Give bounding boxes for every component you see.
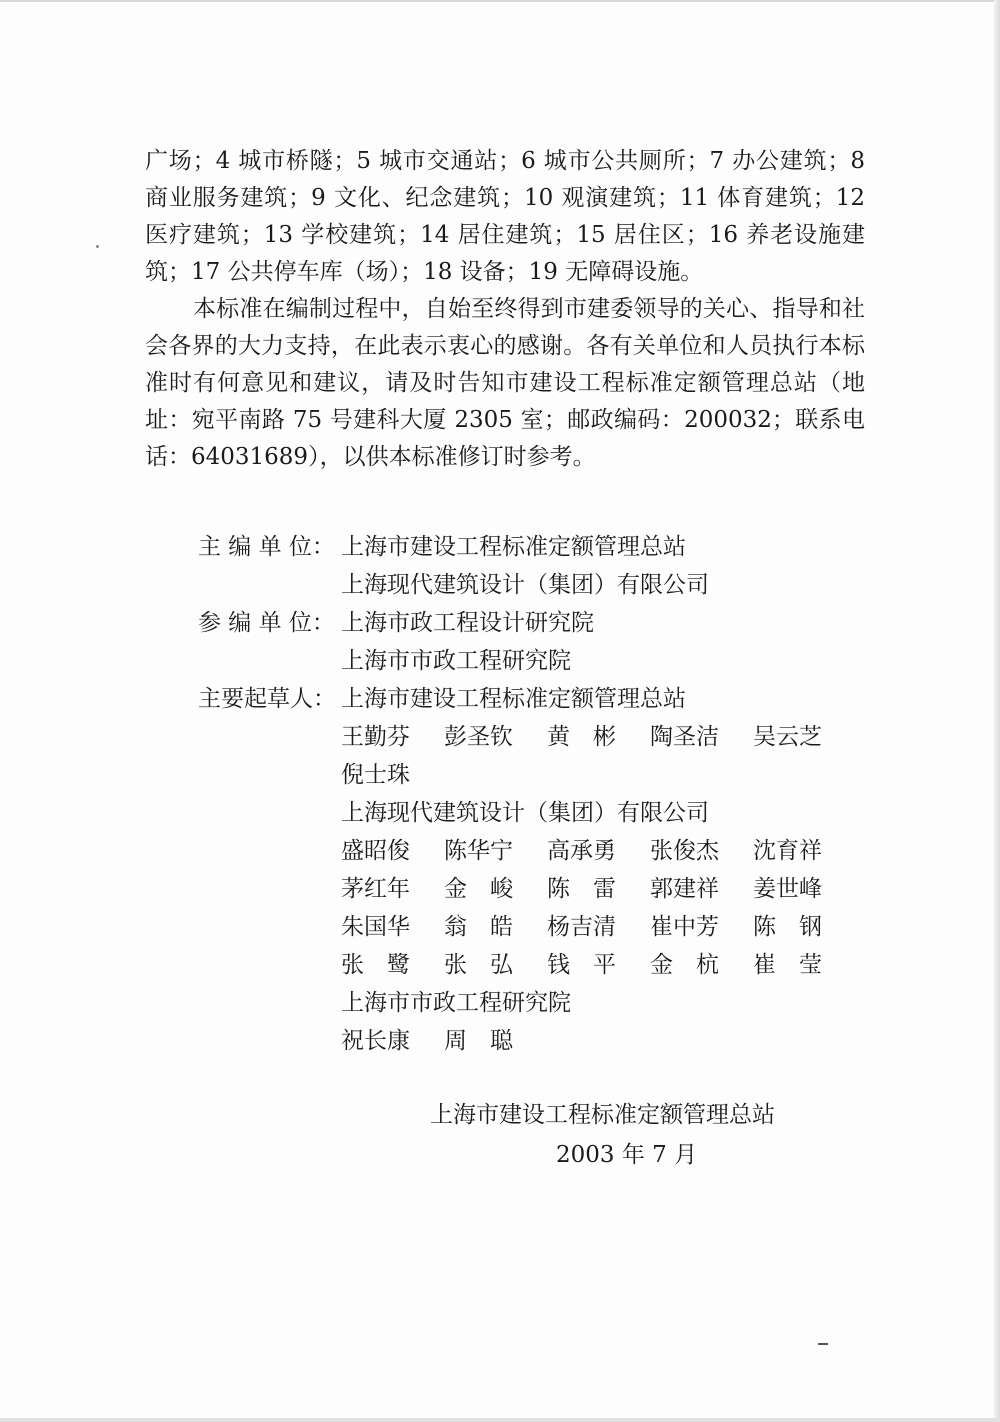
signature-date: 2003 年 7 月: [556, 1142, 698, 1168]
drafter-name: 彭圣钦: [444, 724, 513, 750]
drafter-name: 陶圣洁: [650, 724, 719, 750]
drafter-name: 金 峻: [444, 876, 513, 902]
drafter-name: 杨吉清: [547, 914, 616, 940]
drafter-name: 祝长康: [341, 1028, 410, 1054]
participating-unit-name: 上海市市政工程研究院: [341, 648, 571, 674]
signature-block: [430, 1095, 850, 1175]
scan-edge-top: [0, 0, 1000, 2]
drafter-name: 郭建祥: [650, 876, 719, 902]
drafter-name: 崔 莹: [753, 952, 822, 978]
chief-unit-name: 上海现代建筑设计（集团）有限公司: [341, 572, 709, 598]
drafter-names-row: [198, 1022, 878, 1060]
chief-unit-name: 上海市建设工程标准定额管理总站: [341, 534, 686, 560]
participating-unit-row: [198, 642, 878, 680]
drafter-name: 张 弘: [444, 952, 513, 978]
drafter-name: 茅红年: [341, 876, 410, 902]
participating-unit-row: [198, 604, 878, 642]
scan-speck: [96, 245, 99, 248]
drafter-names-row: [198, 908, 878, 946]
drafter-name: 崔中芳: [650, 914, 719, 940]
drafter-names-row: [198, 832, 878, 870]
drafter-name: 陈 钢: [753, 914, 822, 940]
drafter-names-row: [198, 946, 878, 984]
paragraph-acknowledgement: 本标准在编制过程中，自始至终得到市建委领导的关心、指导和社会各界的大力支持，在此表示衷心的感谢。各有关单位和人员执行本标准时有何意见和建议，请及时告知市建设工程标准定额管理总站（地址：宛平南路 75 号建科大厦 2305 室；邮政编码：200032；联系电话：64031689），以供本标准修订时参考。: [145, 296, 865, 470]
participating-unit-name: 上海市政工程设计研究院: [341, 610, 594, 636]
drafter-names-row: [198, 870, 878, 908]
drafter-org-row: [198, 984, 878, 1022]
drafter-name: 姜世峰: [753, 876, 822, 902]
drafter-name: 沈育祥: [753, 838, 822, 864]
chief-unit-label: 主 编 单 位：: [198, 534, 335, 560]
drafter-org: 上海现代建筑设计（集团）有限公司: [341, 800, 709, 826]
drafter-name: 陈华宁: [444, 838, 513, 864]
scan-mark: [818, 1343, 828, 1345]
paragraph-categories: 广场；4 城市桥隧；5 城市交通站；6 城市公共厕所；7 办公建筑；8 商业服务建筑；9 文化、纪念建筑；10 观演建筑；11 体育建筑；12 医疗建筑；13 学校建筑；14 居住建筑；15 居住区；16 养老设施建筑；17 公共停车库（场）；18 设备；19 无障碍设施。: [145, 148, 865, 285]
drafter-org-row: [198, 794, 878, 832]
drafters-label: 主要起草人：: [198, 686, 336, 712]
scan-edge-right: [994, 0, 1000, 1422]
drafter-org: 上海市建设工程标准定额管理总站: [341, 686, 686, 712]
participating-unit-label: 参 编 单 位：: [198, 610, 335, 636]
scan-edge-bottom: [0, 1418, 1000, 1422]
drafter-name: 张俊杰: [650, 838, 719, 864]
drafter-name: 黄 彬: [547, 724, 616, 750]
drafter-org-row: [198, 680, 878, 718]
chief-unit-row: [198, 528, 878, 566]
drafter-name: 张 鹭: [341, 952, 410, 978]
signature-org: 上海市建设工程标准定额管理总站: [430, 1102, 775, 1128]
drafter-names-row: [198, 718, 878, 756]
credits-block: [198, 528, 878, 1060]
drafter-name: 陈 雷: [547, 876, 616, 902]
chief-unit-row: [198, 566, 878, 604]
drafter-name: 盛昭俊: [341, 838, 410, 864]
drafter-name: 倪士珠: [341, 762, 410, 788]
drafter-org: 上海市市政工程研究院: [341, 990, 571, 1016]
drafter-name: 王勤芬: [341, 724, 410, 750]
drafter-name: 金 杭: [650, 952, 719, 978]
drafter-name: 朱国华: [341, 914, 410, 940]
drafter-name: 周 聪: [444, 1028, 513, 1054]
drafter-names-row: [198, 756, 878, 794]
drafter-name: 翁 皓: [444, 914, 513, 940]
drafter-name: 吴云芝: [753, 724, 822, 750]
body-text: [145, 143, 865, 476]
drafter-name: 钱 平: [547, 952, 616, 978]
drafter-name: 高承勇: [547, 838, 616, 864]
